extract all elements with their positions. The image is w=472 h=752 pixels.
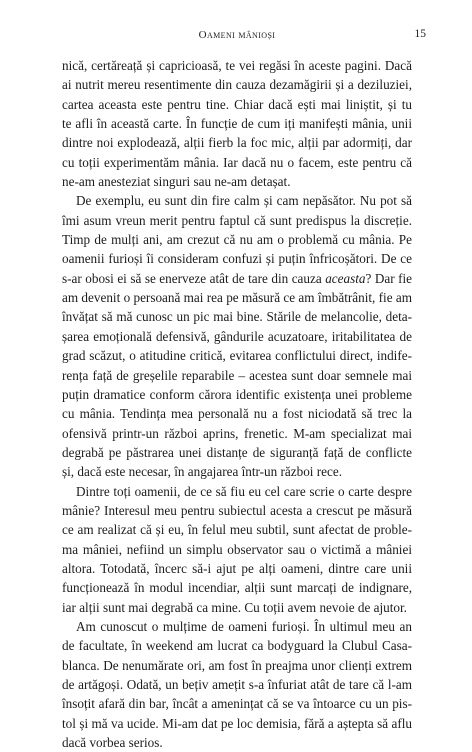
text-line: am devenit o persoană mai rea pe măsură ce am îmbătrânit, fie am	[62, 290, 412, 306]
text-line: tol și mă va ucide. Mi-am dat pe loc demisia, fără a aștepta să aflu	[62, 715, 412, 731]
text-line: ma mâniei, nefiind un simplu observator sau o victimă a mâniei	[62, 541, 412, 557]
text-line: șarea emoțională defensivă, gândurile acuzatoare, iritabilitatea de	[62, 328, 412, 344]
text-line: oamenii furioși îi consideram confuzi și puțin înfricoșători. De ce	[62, 251, 412, 267]
emphasis: aceasta	[325, 270, 366, 286]
text-line: s-ar obosi ei să se enerveze atât de tare din cauza aceasta? Dar fie	[62, 270, 412, 286]
page-number: 15	[414, 28, 426, 40]
text-line: dintre noi explodează, alții fierb la foc mic, alții par adormiți, dar	[62, 135, 412, 151]
text-line: blanca. De nenumărate ori, am fost în preajma unor clienți extrem	[62, 657, 412, 673]
text-line: cu mânia. Tendința mea personală nu a fost niciodată să trec la	[62, 406, 412, 422]
text-line: puțin dramatice conform cărora identific existența unei probleme	[62, 386, 412, 402]
text-line: nică, certăreață și capricioasă, te vei regăsi în aceste pagini. Dacă	[62, 58, 412, 73]
text-line: ce am realizat că și eu, în felul meu subtil, sunt afectat de proble-	[62, 522, 412, 538]
body-text	[62, 56, 412, 752]
text-line: Timp de mulți ani, am crezut că nu am o problemă cu mânia. Pe	[62, 232, 412, 248]
text-line: Am cunoscut o mulțime de oameni furioși. În ultimul meu an	[76, 618, 412, 634]
text-line: funcționează în modul incendiar, alții sunt marcați de indignare,	[62, 580, 412, 596]
text-line: de artăgoși. Odată, un bețiv amețit s-a înfuriat atât de tare că l-am	[62, 677, 412, 692]
text-line: ai nutrit mereu resentimente din cauza dezamăgirii și a deziluziei,	[62, 77, 412, 93]
text-line: cu toții experimentăm mânia. Iar dacă nu o facem, este pentru că	[62, 154, 412, 170]
text-line: ofensivă printr-un război aprins, frenetic. M-am specializat mai	[62, 425, 412, 441]
text-line: dacă vorbea serios.	[62, 735, 163, 751]
text-line: cartea aceasta este pentru tine. Chiar dacă ești mai liniștit, și tu	[62, 96, 412, 112]
text-line: te afli în această carte. În funcție de cum iți manifești mânia, unii	[62, 116, 412, 132]
text-line: de facultate, în weekend am lucrat ca bodyguard la Clubul Casa-	[62, 638, 412, 654]
text-line: însoțit afară din bar, încât a amenințat că se va întoarce cu un pis-	[62, 696, 412, 712]
running-header: Oameni mânioși	[198, 29, 276, 41]
text-line: Dintre toți oamenii, de ce să fiu eu cel care scrie o carte despre	[76, 483, 412, 499]
text-line: rența față de greșelile reparabile – acestea sunt doar semnele mai	[62, 367, 412, 383]
text-line: altora. Totodată, încerc să-i ajut pe alți oameni, dintre care unii	[62, 560, 412, 576]
text-line: grad scăzut, o atitudine critică, evitarea conflictului direct, indife-	[62, 348, 412, 364]
text-line: iar alții sunt mai degrabă ca mine. Cu toții avem nevoie de ajutor.	[62, 599, 407, 615]
text-line: mânie? Interesul meu pentru subiectul acesta a crescut pe măsură	[62, 502, 412, 518]
text-line: și, dacă este necesar, în angajarea într-un război rece.	[62, 464, 343, 480]
text-line: De exemplu, eu sunt din fire calm și cam nepăsător. Nu pot să	[76, 193, 412, 209]
text-line: ne-am anesteziat singuri sau ne-am detașat.	[62, 174, 291, 190]
text-line: degrabă pe păstrarea unei distanțe de siguranță față de conflicte	[62, 444, 412, 460]
text-line: învățat să mă cunosc un pic mai bine. Stările de melancolie, deta-	[62, 309, 412, 325]
text-line: îmi asum vreun merit pentru faptul că sunt predispus la discreție.	[62, 212, 412, 228]
